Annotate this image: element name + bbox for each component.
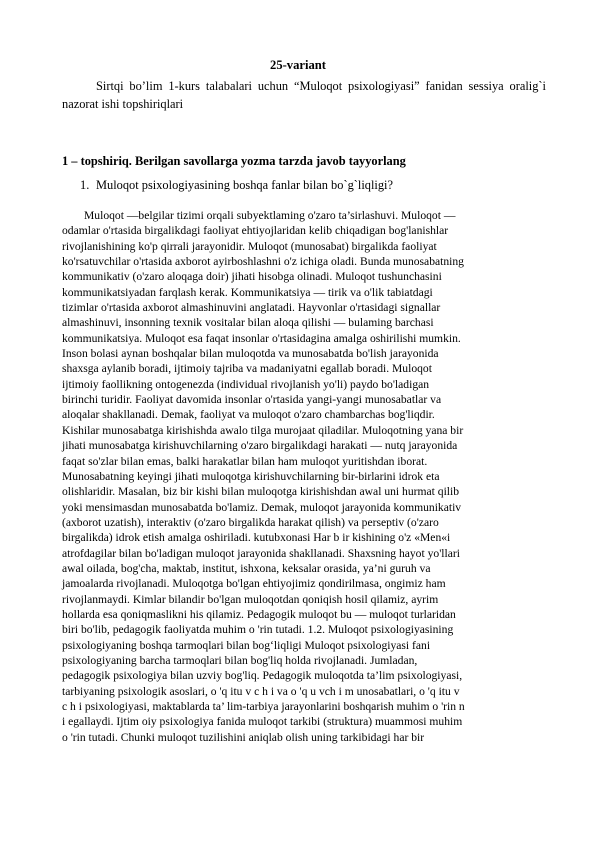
answer-line: shaxsga aylanib boradi, ijtimoiy tajriba va madaniyatni egallab boradi. Muloqot [62, 362, 432, 376]
answer-line: aloqalar shakllanadi. Demak, faoliyat va muloqot o'zaro chambarchas bog'liqdir. [62, 408, 435, 422]
answer-line: awal oilada, bog'cha, maktab, institut, ishxona, keksalar orasida, ya’ni guruh va [62, 561, 431, 575]
answer-line: pedagogik psixologiya bilan uzviy bog'liq. Pedagogik muloqotda ta’lim psixologiyasi, [62, 669, 463, 683]
answer-line: hollarda esa qoniqmaslikni his qilamiz. Pedagogik muloqot bu — muloqot turlaridan [62, 607, 456, 621]
answer-line: c h i psixologiyasi, maktablarda ta’ lim-tarbiya jarayonlarini boshqarish muhim o 'rin n [62, 700, 465, 713]
answer-line: psixologiyaning barcha tarmoqlari bilan bog'liq holda rivojlanadi. Jumladan, [62, 653, 418, 667]
question-text: Muloqot psixologiyasining boshqa fanlar bilan bo`g`liqligi? [96, 178, 393, 192]
answer-line: almashinuvi, insonning texnik vositalar bilan aloqa qilishi — bulaming barchasi [62, 316, 434, 330]
answer-line: Kishilar munosabatga kirishishda awalo tilga murojaat qiladilar. Muloqotning yana bir [62, 423, 464, 437]
answer-line: o 'rin tutadi. Chunki muloqot tuzilishini aniqlab olish uning tarkibidagi har bir [62, 730, 425, 744]
answer-line: biri bo'lib, pedagogik faoliyatda muhim o 'rin tutadi. 1.2. Muloqot psixologiyasining [62, 623, 454, 637]
answer-line: rivojlanmaydi. Kimlar bilandir bo'lgan muloqotdan qoniqish hosil qilamiz, ayrim [62, 592, 439, 606]
answer-line: yoki mensimasdan munosabatda bo'lamiz. Demak, muloqot jarayonida kommunikativ [62, 500, 462, 514]
task-heading: 1 – topshiriq. Berilgan savollarga yozma tarzda javob tayyorlang [62, 154, 406, 168]
answer-line: jihati munosabatga kirishuvchilarning o'zaro birgalikdagi harakati — nutq jarayonida [62, 439, 458, 453]
answer-line: ko'rsatuvchilar o'rtasida axborot ayirboshlashni o'z ichiga oladi. Bunda munosabatning [62, 255, 464, 269]
answer-line: birinchi turidir. Faoliyat davomida insonlar o'rtasida yangi-yangi munosabatlar va [62, 393, 442, 407]
answer-line: olishlaridir. Masalan, biz bir kishi bilan muloqotga kirishishdan awal uni hurmat qilib [62, 485, 460, 499]
answer-line: tizimlar o'rtasida axborot almashinuvini anglatadi. Hayvonlar o'rtasidagi signallar [62, 301, 441, 315]
answer-line: jamoalarda rivojlanadi. Muloqotga bo'lgan ehtiyojimiz qondirilmasa, ongimiz ham [62, 577, 446, 591]
answer-line: kommunikativ (o'zaro aloqaga doir) jihati hisobga olinadi. Muloqot tushunchasini [62, 270, 442, 284]
answer-line: (axborot uzatish), interaktiv (o'zaro birgalikda harakat qilish) va perseptiv (o'zaro [62, 515, 439, 529]
answer-line: Munosabatning keyingi jihati muloqotga kirishuvchilarning bir-birlarini idrok eta [62, 469, 440, 483]
answer-line: Muloqot —belgilar tizimi orqali subyektlaming o'zaro ta’sirlashuvi. Muloqot — [84, 209, 456, 222]
answer-line: psixologiyaning boshqa tarmoqlari bilan bog‘liqligi Muloqot psixologiyasi fani [62, 638, 431, 652]
answer-line: i egallaydi. Ijtim oiy psixologiya fanida muloqot tarkibi (struktura) muammosi muhim [62, 715, 463, 729]
answer-line: atrofdagilar bilan bo'ladigan muloqot jarayonida shakllanadi. Shaxsning hayot yo'llari [62, 546, 460, 560]
answer-line: odamlar o'rtasida birgalikdagi faoliyat ehtiyojlaridan kelib chiqadigan bog'lanishlar [62, 224, 449, 238]
answer-line: ijtimoiy faollikning ontogenezda (individual rivojlanish yo'li) paydo bo'ladigan [62, 377, 430, 391]
answer-line: tarbiyaning psixologik asoslari, o 'q itu v c h i va o 'q u vch i m unosabatlari, o 'q itu v [62, 684, 460, 698]
answer-line: kommunikatsiya. Muloqot esa faqat insonlar o'rtasidagina amalga oshirilishi mumkin. [62, 331, 461, 345]
question-item [80, 178, 550, 193]
answer-line: kommunikatsiyadan farqlash kerak. Kommunikatsiya — tirik va o'lik tabiatdagi [62, 285, 433, 299]
document-title: 25-variant [270, 58, 326, 72]
document-intro: Sirtqi bo’lim 1-kurs talabalari uchun “Muloqot psixologiyasi” fanidan sessiya oralig`i nazorat ishi topshiriqlari [62, 79, 546, 111]
answer-line: faqat so'zlar bilan emas, balki harakatlar bilan ham muloqot yuritishdan iborat. [62, 454, 428, 468]
answer-paragraph [62, 208, 546, 745]
answer-line: rivojlanishining ko'p qirrali jarayonidir. Muloqot (munosabat) birgalikda faoliyat [62, 239, 437, 253]
answer-line: birgalikda) idrok etish amalga oshiriladi. kutubxonasi Har b ir kishining o'z «Men«i [62, 531, 451, 545]
question-number: 1. [80, 178, 90, 192]
answer-line: Inson bolasi aynan boshqalar bilan muloqotda va munosabatda bo'lish jarayonida [62, 347, 439, 361]
